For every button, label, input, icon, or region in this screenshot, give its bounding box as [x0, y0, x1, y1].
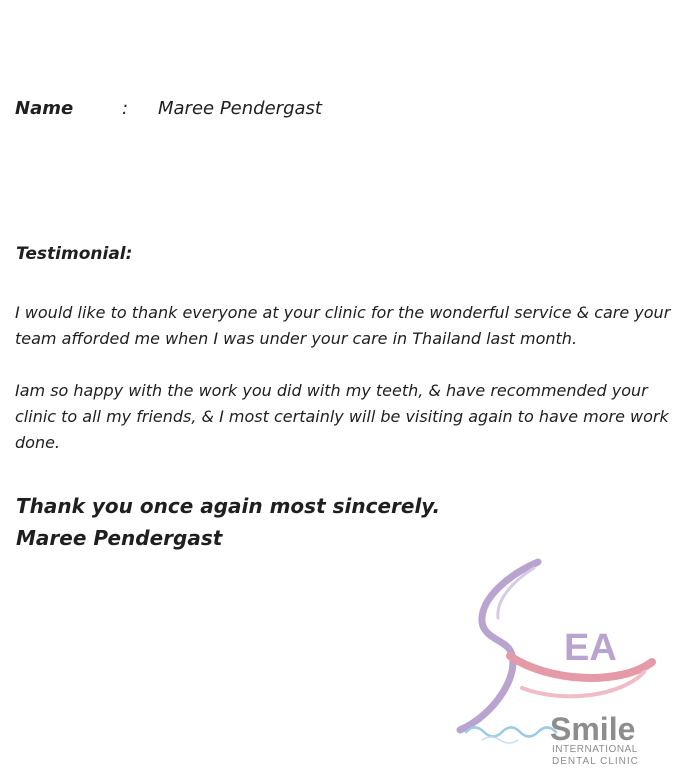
logo-line-1: INTERNATIONAL	[552, 744, 638, 755]
signature-name: Maree Pendergast	[16, 526, 223, 550]
wave-icon-2	[482, 737, 518, 743]
name-colon: :	[122, 98, 129, 119]
testimonial-heading: Testimonial:	[16, 244, 133, 264]
testimonial-paragraph-1: I would like to thank everyone at your clinic for the wonderful service & care your team afforded me when I was under your care in Thailand last month.	[15, 303, 671, 348]
clinic-logo	[452, 556, 680, 770]
testimonial-paragraph-2: Iam so happy with the work you did with my teeth, & have recommended your clinic to all my friends, & I most certainly will be visiting again to have more work done.	[15, 381, 669, 452]
logo-title: EA	[564, 627, 617, 669]
logo-line-2: DENTAL CLINIC	[552, 756, 639, 767]
name-value: Maree Pendergast	[158, 98, 322, 119]
closing-line: Thank you once again most sincerely.	[16, 494, 441, 518]
logo-brand: Smile	[550, 711, 636, 747]
wave-icon	[466, 728, 556, 737]
logo-s-swirl	[460, 562, 538, 730]
name-label: Name	[15, 98, 74, 119]
